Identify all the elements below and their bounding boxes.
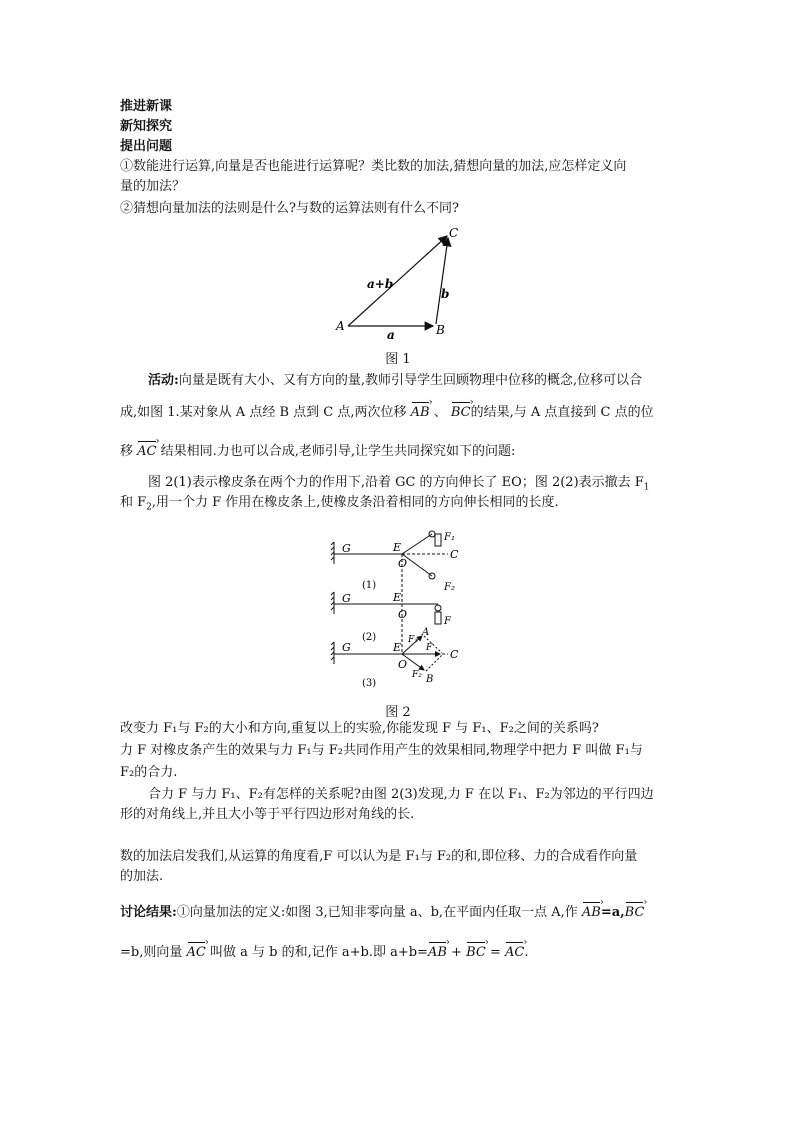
fig2-label-O1: O [398, 557, 408, 570]
activity-line-1 [148, 372, 642, 390]
fig2-label-G2: G [342, 592, 351, 605]
discussion-equals: = [485, 945, 505, 960]
activity-text-2a: 成,如图 1.某对象从 A 点经 B 点到 C 点,两次位移 [120, 405, 407, 420]
paragraph-number-line-1: 数的加法启发我们,从运算的角度看,F 可以认为是 F₁与 F₂的和,即位移、力的合成看作向量 [120, 849, 638, 864]
heading-new-knowledge: 新知探究 [120, 119, 173, 134]
discussion-line-1 [120, 904, 644, 922]
fig2-intro-text-2b: ,用一个力 F 作用在橡皮条上,使橡皮条沿着相同的方向伸长相同的长度. [151, 495, 559, 510]
discussion-plus: + [446, 945, 467, 960]
discussion-label: 讨论结果: [120, 905, 177, 920]
activity-label: 活动: [148, 373, 179, 388]
fig2-intro-sub-1: 1 [643, 482, 650, 493]
fig2-label-C3: C [450, 648, 459, 661]
discussion-vector-AC-2: AC › [505, 944, 524, 962]
experiment-panel-3 [331, 627, 459, 689]
label-C: C [449, 226, 459, 240]
discussion-end: . [524, 945, 529, 960]
fig2-label-O2: O [398, 608, 408, 621]
fig2-intro-text-2a: 和 F [120, 495, 147, 510]
figure-1-triangle [330, 222, 470, 342]
fig2-label-F2-mid: F₂ [444, 582, 455, 593]
discussion-text-2a: =b,则向量 [120, 945, 183, 960]
activity-line-3 [120, 443, 515, 461]
experiment-panel-2 [331, 582, 455, 643]
paragraph-resultant-line-1: 合力 F 与力 F₁、F₂有怎样的关系呢?由图 2(3)发现,力 F 在以 F₁、F₂为邻边的平行四边 [148, 787, 654, 802]
discussion-vector-AB: AB › [582, 904, 601, 922]
fig2-label-E1: E [393, 541, 402, 554]
discussion-text-2b: 叫做 a 与 b 的和,记作 a+b.即 a+b= [209, 945, 428, 960]
question-2: ②猜想向量加法的法则是什么?与数的运算法则有什么不同? [120, 201, 459, 216]
fig2-label-B: B [426, 674, 434, 685]
label-B: B [436, 323, 445, 337]
label-a-plus-b: a+b [367, 277, 394, 291]
paragraph-resultant-line-2: 形的对角线上,并且大小等于平行四边形对角线的长. [120, 807, 415, 822]
discussion-line-2 [120, 944, 528, 962]
fig2-label-F1-top: F₁ [444, 532, 455, 543]
fig2-intro-sub-2: 2 [146, 502, 152, 513]
fig2-panel-label-2: (2) [362, 632, 377, 643]
activity-text-1: 向量是既有大小、又有方向的量,教师引导学生回顾物理中位移的概念,位移可以合 [178, 373, 643, 388]
discussion-vector-AC-1: AC › [187, 944, 206, 962]
figure-1-caption: 图 1 [385, 352, 411, 367]
question-1-line-2: 量的加法？ [120, 179, 186, 194]
discussion-text-1: ①向量加法的定义:如图 3,已知非零向量 a、b,在平面内任取一点 A,作 [176, 905, 578, 920]
question-1-line-1: ①数能进行运算,向量是否也能进行运算呢？类比数的加法,猜想向量的加法,应怎样定义向 [120, 159, 627, 174]
fig2-label-E2: E [393, 591, 402, 604]
label-a: a [387, 328, 395, 342]
paragraph-force-line-1: 力 F 对橡皮条产生的效果与力 F₁与 F₂共同作用产生的效果相同,物理学中把力 F 叫做 F₁与 [120, 743, 643, 758]
paragraph-force-line-2: F₂的合力. [120, 765, 178, 780]
fig2-label-O3: O [398, 658, 408, 671]
discussion-vector-BC-2: BC › [466, 944, 486, 962]
fig2-label-A: A [422, 627, 430, 638]
fig2-panel-label-3: (3) [362, 678, 377, 689]
figure-2-caption: 图 2 [385, 705, 411, 720]
paragraph-change-forces: 改变力 F₁与 F₂的大小和方向,重复以上的实验,你能发现 F 与 F₁、F₂之间的关系吗? [120, 721, 599, 736]
activity-text-2b: 的结果,与 A 点直接到 C 点的位 [470, 405, 654, 420]
experiment-panel-1 [331, 531, 459, 591]
activity-text-3a: 移 [120, 444, 134, 459]
vector-AB: AB › [411, 404, 430, 422]
fig2-intro-text-1: 图 2(1)表示橡皮条在两个力的作用下,沿着 GC 的方向伸长了 EO；图 2(2)表示撤去 F [148, 475, 644, 490]
fig2-panel-label-1: (1) [362, 580, 377, 591]
fig2-label-F-low: F [426, 643, 433, 653]
vector-b-line [436, 238, 448, 324]
vector-AC: AC › [137, 443, 156, 461]
fig2-label-F1-low: F₁ [408, 635, 418, 645]
activity-text-3b: 结果相同.力也可以合成,老师引导,让学生共同探究如下的问题: [160, 444, 516, 459]
heading-raise-question: 提出问题 [120, 139, 173, 154]
fig2-label-G1: G [342, 542, 351, 555]
paragraph-number-line-2: 的加法. [120, 869, 164, 884]
fig2-label-C1: C [450, 548, 459, 561]
fig2-label-E3: E [393, 641, 402, 654]
vector-a-plus-b-line [348, 236, 450, 326]
discussion-vector-AB-2: AB › [428, 944, 447, 962]
fig2-label-F-mid: F [444, 616, 451, 627]
discussion-eq-a: =a, [600, 905, 625, 920]
figure-2-rubber-band-experiment [328, 520, 470, 692]
discussion-vector-BC: BC › [625, 904, 645, 922]
fig2-label-G3: G [342, 641, 351, 654]
activity-line-2 [120, 404, 654, 422]
heading-advance-lesson: 推进新课 [120, 99, 173, 114]
fig2-label-F2-low: F₂ [412, 670, 422, 680]
vector-BC: BC › [451, 404, 471, 422]
fig2-intro-line-2 [120, 494, 559, 517]
label-A: A [336, 319, 345, 333]
label-b: b [441, 287, 450, 301]
activity-sep: 、 [433, 405, 447, 420]
